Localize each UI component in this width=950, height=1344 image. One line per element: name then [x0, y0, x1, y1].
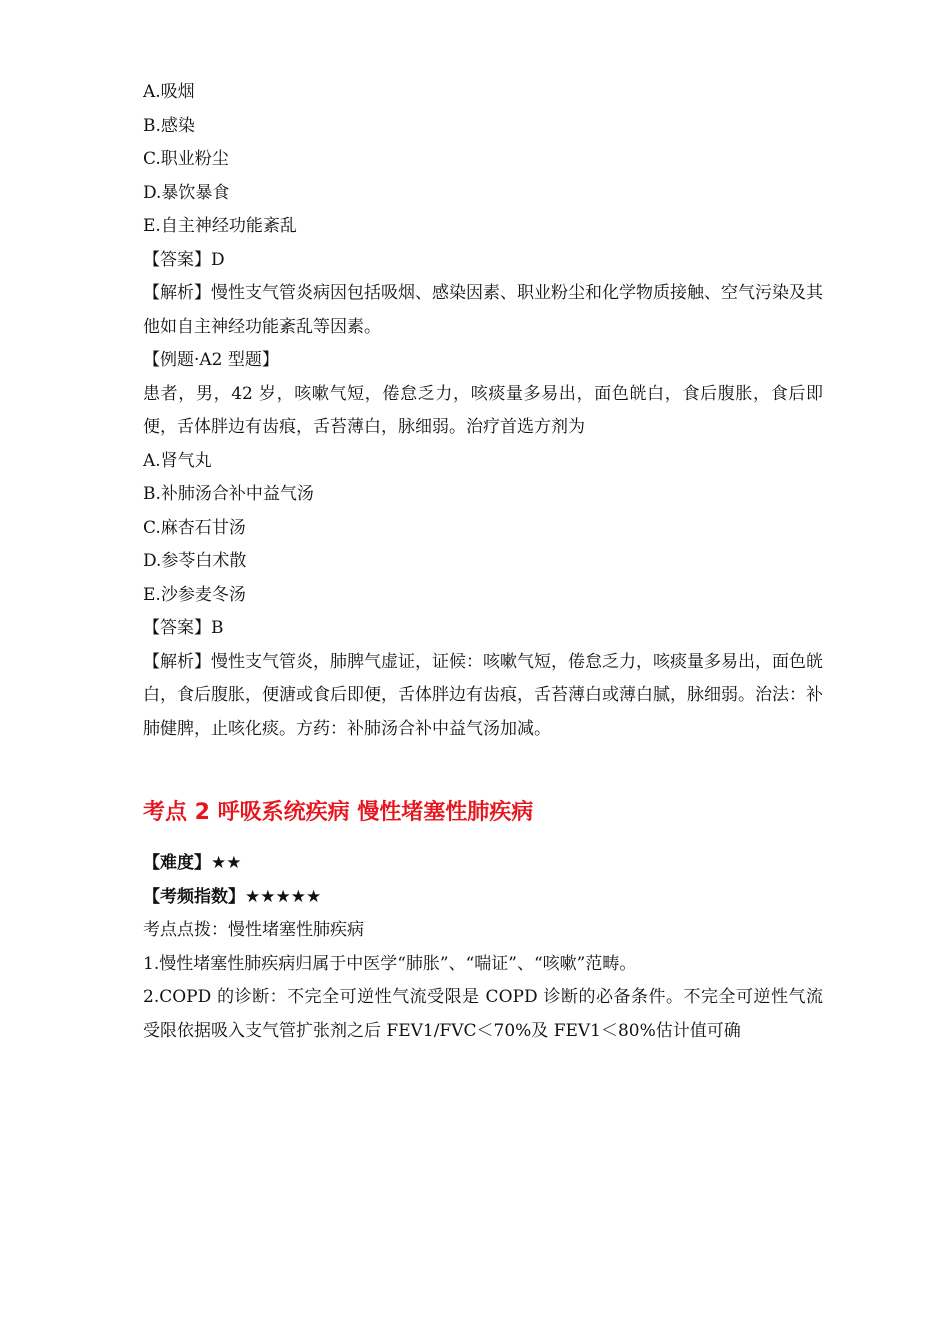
section-point-1: 1.慢性堵塞性肺疾病归属于中医学“肺胀”、“喘证”、“咳嗽”范畴。: [143, 953, 637, 974]
q2-option-b: B.补肺汤合补中益气汤: [143, 484, 314, 504]
q1-option-a: A.吸烟: [143, 82, 195, 102]
q2-option-e: E.沙参麦冬汤: [143, 584, 246, 605]
q1-option-d: D.暴饮暴食: [143, 182, 230, 203]
frequency-rating: 【考频指数】★★★★★: [143, 886, 322, 907]
q1-option-c: C.职业粉尘: [143, 149, 229, 169]
difficulty-rating: 【难度】★★: [143, 853, 242, 873]
q2-option-d: D.参苓白术散: [143, 551, 247, 571]
q2-analysis: 【解析】慢性支气管炎，肺脾气虚证，证候：咳嗽气短，倦怠乏力，咳痰量多易出，面色㿠白，食后腹胀，便溏或食后即便，舌体胖边有齿痕，舌苔薄白或薄白腻，脉细弱。治法：补肺健脾，止咳化痰。方药：补肺汤合补中益气汤加减。: [143, 651, 823, 739]
section-intro: 考点点拨：慢性堵塞性肺疾病: [143, 920, 364, 940]
q2-option-c: C.麻杏石甘汤: [143, 517, 246, 538]
q1-answer: 【答案】D: [143, 249, 225, 270]
q1-analysis: 【解析】慢性支气管炎病因包括吸烟、感染因素、职业粉尘和化学物质接触、空气污染及其他如自主神经功能紊乱等因素。: [143, 283, 823, 337]
q1-option-b: B.感染: [143, 115, 195, 136]
q1-option-e: E.自主神经功能紊乱: [143, 216, 297, 236]
q2-option-a: A.肾气丸: [143, 450, 212, 471]
document-page: [143, 76, 823, 1048]
q2-stem: 患者，男，42 岁，咳嗽气短，倦怠乏力，咳痰量多易出，面色㿠白，食后腹胀，食后即便，舌体胖边有齿痕，舌苔薄白，脉细弱。治疗首选方剂为: [143, 383, 823, 437]
section-point-2: 2.COPD 的诊断：不完全可逆性气流受限是 COPD 诊断的必备条件。不完全可逆性气流受限依据吸入支气管扩张剂之后 FEV1/FVC＜70%及 FEV1＜80%估计值可确: [143, 987, 823, 1041]
q2-answer: 【答案】B: [143, 618, 224, 638]
q2-type-label: 【例题·A2 型题】: [143, 350, 279, 370]
section-title: 考点 2 呼吸系统疾病 慢性堵塞性肺疾病: [143, 800, 534, 825]
